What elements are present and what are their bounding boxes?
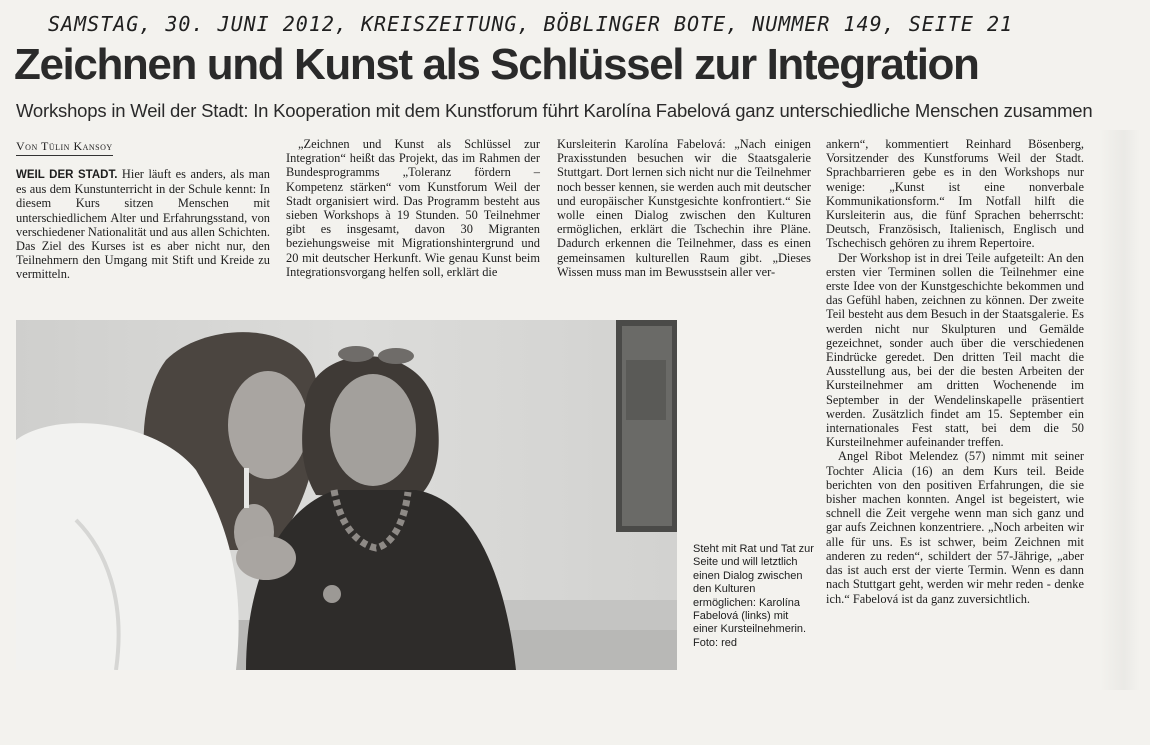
paragraph — [16, 167, 270, 282]
dateline: WEIL DER STADT. — [16, 169, 118, 181]
scan-shadow — [1100, 130, 1140, 690]
article-subheadline: Workshops in Weil der Stadt: In Kooperation mit dem Kunstforum führt Karolína Fabelová ganz unterschiedliche Menschen zusammen — [16, 100, 1093, 121]
text-column-1 — [16, 167, 270, 282]
photo-illustration — [16, 320, 677, 670]
text-column-2 — [286, 137, 540, 279]
article-headline: Zeichnen und Kunst als Schlüssel zur Integration — [14, 40, 979, 89]
paragraph-text: Hier läuft es anders, als man es aus dem Kunstunterricht in der Schule kennt: In diesem Kurs sitzen Menschen mit unterschiedlichem Alter und Erfahrungsstand, von verschiedener Nationalität und aus allen Schichten. Das Ziel des Kurses ist es aber nicht nur, den Teilnehmern den Umgang mit Stift und Kreide zu vermitteln. — [16, 167, 270, 282]
photo-caption — [693, 543, 815, 650]
article-byline: Von Tülin Kansoy — [16, 139, 113, 156]
handwritten-source-note: SAMSTAG, 30. JUNI 2012, KREISZEITUNG, BÖBLINGER BOTE, NUMMER 149, SEITE 21 — [48, 12, 1014, 36]
photo-credit: Foto: red — [693, 636, 738, 649]
paragraph: ankern“, kommentiert Reinhard Bösenberg, Vorsitzender des Kunstforums Weil der Stadt. Sprachbarrieren gebe es in den Workshops nur wenige: „Kunst ist eine nonverbale Kommunikationsform.“ Im Notfall hilft die Kursleiterin aus, die fünf Sprachen beherrscht: Deutsch, Französisch, Italienisch, Englisch und Tschechisch gehören zu ihrem Repertoire. — [826, 137, 1084, 251]
text-column-4 — [826, 137, 1084, 606]
text-column-3 — [557, 137, 811, 279]
paragraph: „Zeichnen und Kunst als Schlüssel zur Integration“ heißt das Projekt, das im Rahmen der Bundesprogramms „Toleranz fördern – Kompetenz stärken“ vom Kunstforum Weil der Stadt organisiert wird. Das Programm besteht aus sieben Workshops à 19 Stunden. 50 Teilnehmer gibt es insgesamt, davon 30 Migranten beziehungsweise mit Migrationshintergrund und 20 mit deutscher Herkunft. Wie genau Kunst beim Integrationsvorgang helfen soll, erklärt die — [286, 137, 540, 279]
article-photo — [16, 320, 677, 670]
caption-text: Steht mit Rat und Tat zur Seite und will letztlich einen Dialog zwischen den Kulturen ermöglichen: Karolína Fabelová (links) mit einer Kursteilnehmerin. — [693, 543, 814, 636]
paragraph: Der Workshop ist in drei Teile aufgeteilt: An den ersten vier Terminen sollen die Teilnehmer eine erste Idee von der Kunstgeschichte bekommen und das Gefühl haben, zeichnen zu können. Der zweite Teil besteht aus dem Besuch in der Staatsgalerie. Es werden nicht nur Skulpturen und Gemälde gezeichnet, sonder auch über die verschiedenen Eindrücke geredet. Den dritten Teil macht die Ausstellung aus, bei der die besten Arbeiten der Kursteilnehmer am dritten Wochenende im September in der Wendelinskapelle präsentiert werden. Zusätzlich findet am 15. September ein internationales Fest statt, bei dem die 50 Kursteilnehmer aufeinander treffen. — [826, 250, 1084, 450]
paragraph: Kursleiterin Karolína Fabelová: „Nach einigen Praxisstunden besuchen wir die Staatsgalerie Stuttgart. Dort lernen sich nicht nur die Teilnehmer noch besser kennen, sie werden auch mit deutscher und europäischer Kunstgesichte konfrontiert.“ Sie wolle einen Dialog zwischen den Kulturen ermöglichen, erklärt die Tschechin ihre Pläne. Dadurch erkennen die Teilnehmer, dass es einen gemeinsamen kulturellen Raum gibt. „Dieses Wissen muss man im Bewusstsein aller ver- — [557, 137, 811, 279]
paragraph: Angel Ribot Melendez (57) nimmt mit seiner Tochter Alicia (16) an dem Kurs teil. Beide berichten von den positiven Erfahrungen, die sie bisher machen konnten. Angel ist begeistert, wie schnell die Zeit vergehe wenn man sich ganz und gar aufs Zeichnen konzentriere. „Noch arbeiten wir alle für uns. Es ist schwer, beim Zeichnen mit anderen zu reden“, schildert der 57-Jährige, „aber das ist auch erst der vierte Termin. Wenn es dann nach Stuttgart geht, werden wir mehr reden - denke ich.“ Fabelová ist da ganz zuversichtlich. — [826, 449, 1084, 606]
